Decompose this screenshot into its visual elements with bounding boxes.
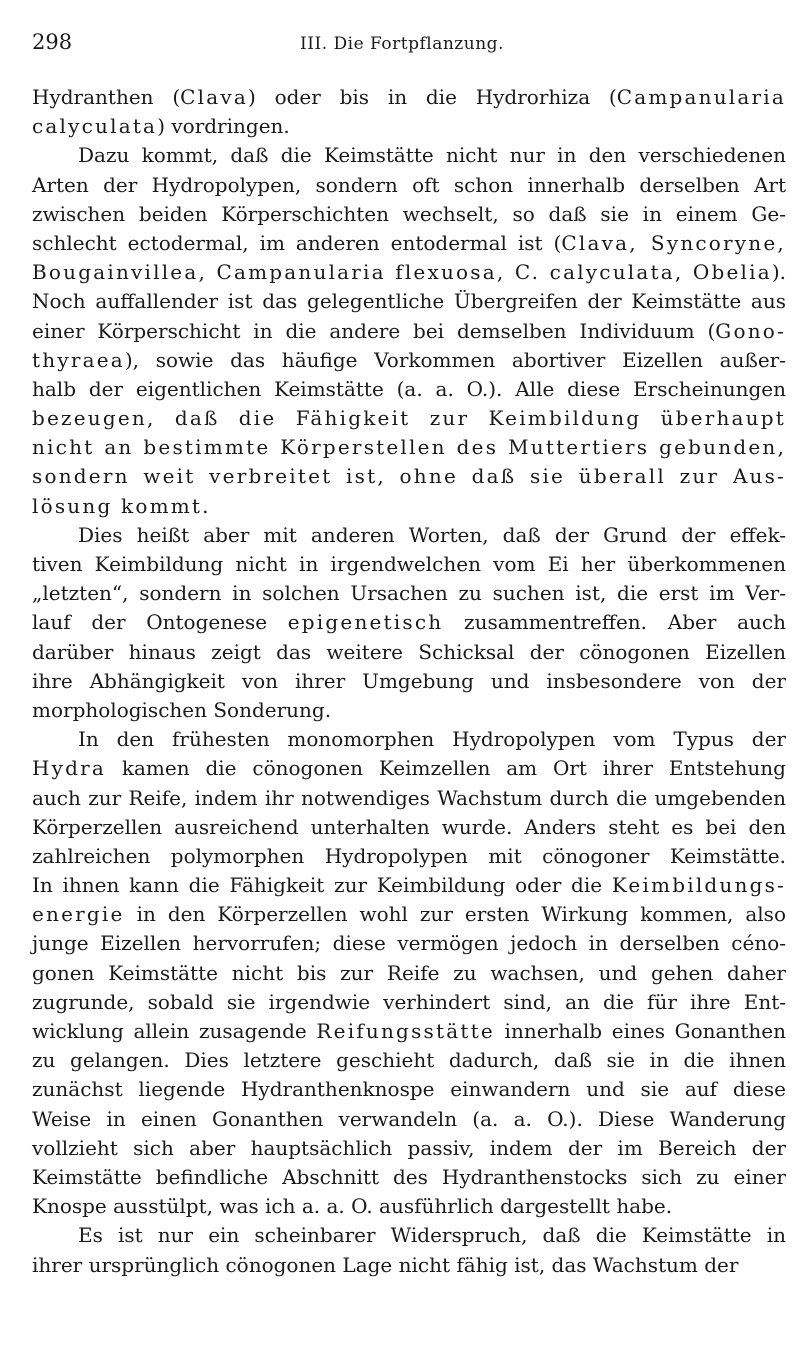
running-head: III. Die Fortpflanzung. xyxy=(300,34,504,54)
spaced-text: Hydra xyxy=(32,756,107,781)
text-line xyxy=(32,1134,786,1163)
text-line xyxy=(32,492,786,521)
text-run: einer Körperschicht in die andere bei demselben Individuum ( xyxy=(32,318,716,343)
text-line xyxy=(32,1017,786,1046)
spaced-text: nicht an bestimmte Körperstellen des Muttertiers gebunden, xyxy=(32,435,786,460)
text-line xyxy=(32,550,786,579)
text-line xyxy=(32,1251,786,1280)
text-run: halb der eigentlichen Keimstätte (a. a. O.). Alle diese Erscheinungen xyxy=(32,376,786,401)
text-line xyxy=(32,83,786,112)
text-run: Knospe ausstülpt, was ich a. a. O. ausführlich dargestellt habe. xyxy=(32,1194,673,1219)
text-run: gonen Keimstätte nicht bis zur Reife zu wachsen, und gehen daher xyxy=(32,960,786,985)
paragraph xyxy=(32,1221,786,1279)
text-run: Es ist nur ein scheinbarer Widerspruch, daß die Keimstätte in xyxy=(78,1223,786,1248)
text-line xyxy=(32,258,786,287)
text-line xyxy=(32,929,786,958)
text-run: Hydranthen ( xyxy=(32,85,181,109)
text-line xyxy=(32,287,786,316)
text-line xyxy=(32,200,786,229)
text-run: Weise in einen Gonanthen verwandeln (a. a. O.). Diese Wanderung xyxy=(32,1106,786,1131)
text-run: „letzten“, sondern in solchen Ursachen zu suchen ist, die erst im Ver- xyxy=(32,581,786,606)
text-run: ), sowie das häufige Vorkommen abortiver Eizellen außer- xyxy=(124,347,786,372)
text-run: zwischen beiden Körperschichten wechselt, so daß sie in einem Ge- xyxy=(32,201,786,226)
text-run: darüber hinaus zeigt das weitere Schicksal der cönogonen Eizellen xyxy=(32,639,786,664)
text-line xyxy=(32,521,786,550)
spaced-text: bezeugen, daß die Fähigkeit zur Keimbildung überhaupt xyxy=(32,406,786,431)
text-run: zahlreichen polymorphen Hydropolypen mit cönogoner Keimstätte. xyxy=(32,843,786,868)
text-run: ) oder bis in die Hydrorhiza ( xyxy=(247,85,617,109)
spaced-text: Reifungsstätte xyxy=(316,1019,495,1043)
text-line xyxy=(32,317,786,346)
text-line xyxy=(32,171,786,200)
text-line xyxy=(32,346,786,375)
spaced-text: sondern weit verbreitet ist, ohne daß sie überall zur Aus- xyxy=(32,464,786,489)
text-run: Dies heißt aber mit anderen Worten, daß der Grund der effek- xyxy=(78,522,786,547)
text-line xyxy=(32,959,786,988)
text-run: In den frühesten monomorphen Hydropolypen vom Typus der xyxy=(78,727,786,752)
text-run: In ihnen kann die Fähigkeit zur Keimbildung oder die xyxy=(32,873,612,898)
text-line xyxy=(32,1105,786,1134)
paragraph xyxy=(32,83,786,141)
text-line xyxy=(32,433,786,462)
spaced-text: lösung kommt. xyxy=(32,493,211,518)
page-number: 298 xyxy=(32,30,73,54)
text-run: vollzieht sich aber hauptsächlich passiv, indem der im Bereich der xyxy=(32,1135,786,1160)
text-line xyxy=(32,229,786,258)
text-line xyxy=(32,1163,786,1192)
text-line xyxy=(32,1221,786,1250)
text-run: tiven Keimbildung nicht in irgendwelchen vom Ei her überkommenen xyxy=(32,552,786,576)
text-line xyxy=(32,1046,786,1075)
body-text xyxy=(32,83,786,1280)
spaced-text: epigenetisch xyxy=(287,610,444,635)
text-line xyxy=(32,112,786,141)
text-run: innerhalb eines Gonanthen xyxy=(494,1019,786,1043)
paragraph xyxy=(32,725,786,1221)
text-line xyxy=(32,462,786,491)
text-run: Keimstätte befindliche Abschnitt des Hydranthenstocks sich zu einer xyxy=(32,1164,786,1189)
spaced-text: thyraea xyxy=(32,347,125,372)
paragraph xyxy=(32,141,786,520)
text-run: zunächst liegende Hydranthenknospe einwandern und sie auf diese xyxy=(32,1077,786,1102)
text-run: auch zur Reife, indem ihr notwendiges Wachstum durch die umgebenden xyxy=(32,785,786,810)
text-run: morphologischen Sonderung. xyxy=(32,697,332,722)
text-line xyxy=(32,141,786,170)
text-run: junge Eizellen hervorrufen; diese vermögen jedoch in derselben céno- xyxy=(32,931,786,956)
text-line xyxy=(32,404,786,433)
text-line xyxy=(32,871,786,900)
text-line xyxy=(32,608,786,637)
text-line xyxy=(32,725,786,754)
spaced-text: Bougainvillea, Campanularia flexuosa, C. calyculata, Obelia xyxy=(32,260,772,285)
text-run: Arten der Hydropolypen, sondern oft schon innerhalb derselben Art xyxy=(32,172,786,197)
text-run: wicklung allein zusagende xyxy=(32,1019,317,1043)
text-line xyxy=(32,1075,786,1104)
spaced-text: energie xyxy=(32,902,125,927)
page-header xyxy=(32,28,772,56)
text-line xyxy=(32,813,786,842)
spaced-text: Gono- xyxy=(715,318,786,343)
spaced-text: Clava xyxy=(180,85,248,109)
spaced-text: Campanularia xyxy=(616,85,786,109)
text-line xyxy=(32,842,786,871)
spaced-text: calyculata xyxy=(32,114,158,139)
text-run: ). xyxy=(771,260,786,285)
text-run: ihrer ursprünglich cönogonen Lage nicht fähig ist, das Wachstum der xyxy=(32,1252,739,1277)
text-line xyxy=(32,1192,786,1221)
text-line xyxy=(32,696,786,725)
text-run: ) vordringen. xyxy=(157,114,290,139)
text-run: Noch auffallender ist das gelegentliche Übergreifen der Keimstätte aus xyxy=(32,289,786,314)
text-run: kamen die cönogonen Keimzellen am Ort ihrer Entstehung xyxy=(106,756,786,781)
text-line xyxy=(32,784,786,813)
spaced-text: Keimbildungs- xyxy=(611,873,786,898)
text-run: in den Körperzellen wohl zur ersten Wirkung kommen, also xyxy=(124,902,786,927)
text-line xyxy=(32,375,786,404)
text-line xyxy=(32,638,786,667)
text-run: zu gelangen. Dies letztere geschieht dadurch, daß sie in die ihnen xyxy=(32,1048,786,1073)
text-run: lauf der Ontogenese xyxy=(32,610,288,635)
paragraph xyxy=(32,521,786,725)
text-line xyxy=(32,988,786,1017)
text-run: Körperzellen ausreichend unterhalten wurde. Anders steht es bei den xyxy=(32,814,786,839)
text-run: schlecht ectodermal, im anderen entodermal ist ( xyxy=(32,230,562,255)
spaced-text: Clava, Syncoryne, xyxy=(561,230,786,255)
text-line xyxy=(32,579,786,608)
text-line xyxy=(32,667,786,696)
text-line xyxy=(32,900,786,929)
text-run: zusammentreffen. Aber auch xyxy=(443,610,786,635)
text-run: Dazu kommt, daß die Keimstätte nicht nur in den verschiedenen xyxy=(78,143,786,168)
text-run: zugrunde, sobald sie irgendwie verhindert sind, an die für ihre Ent- xyxy=(32,989,786,1014)
text-line xyxy=(32,754,786,783)
text-run: ihre Abhängigkeit von ihrer Umgebung und insbesondere von der xyxy=(32,668,786,693)
